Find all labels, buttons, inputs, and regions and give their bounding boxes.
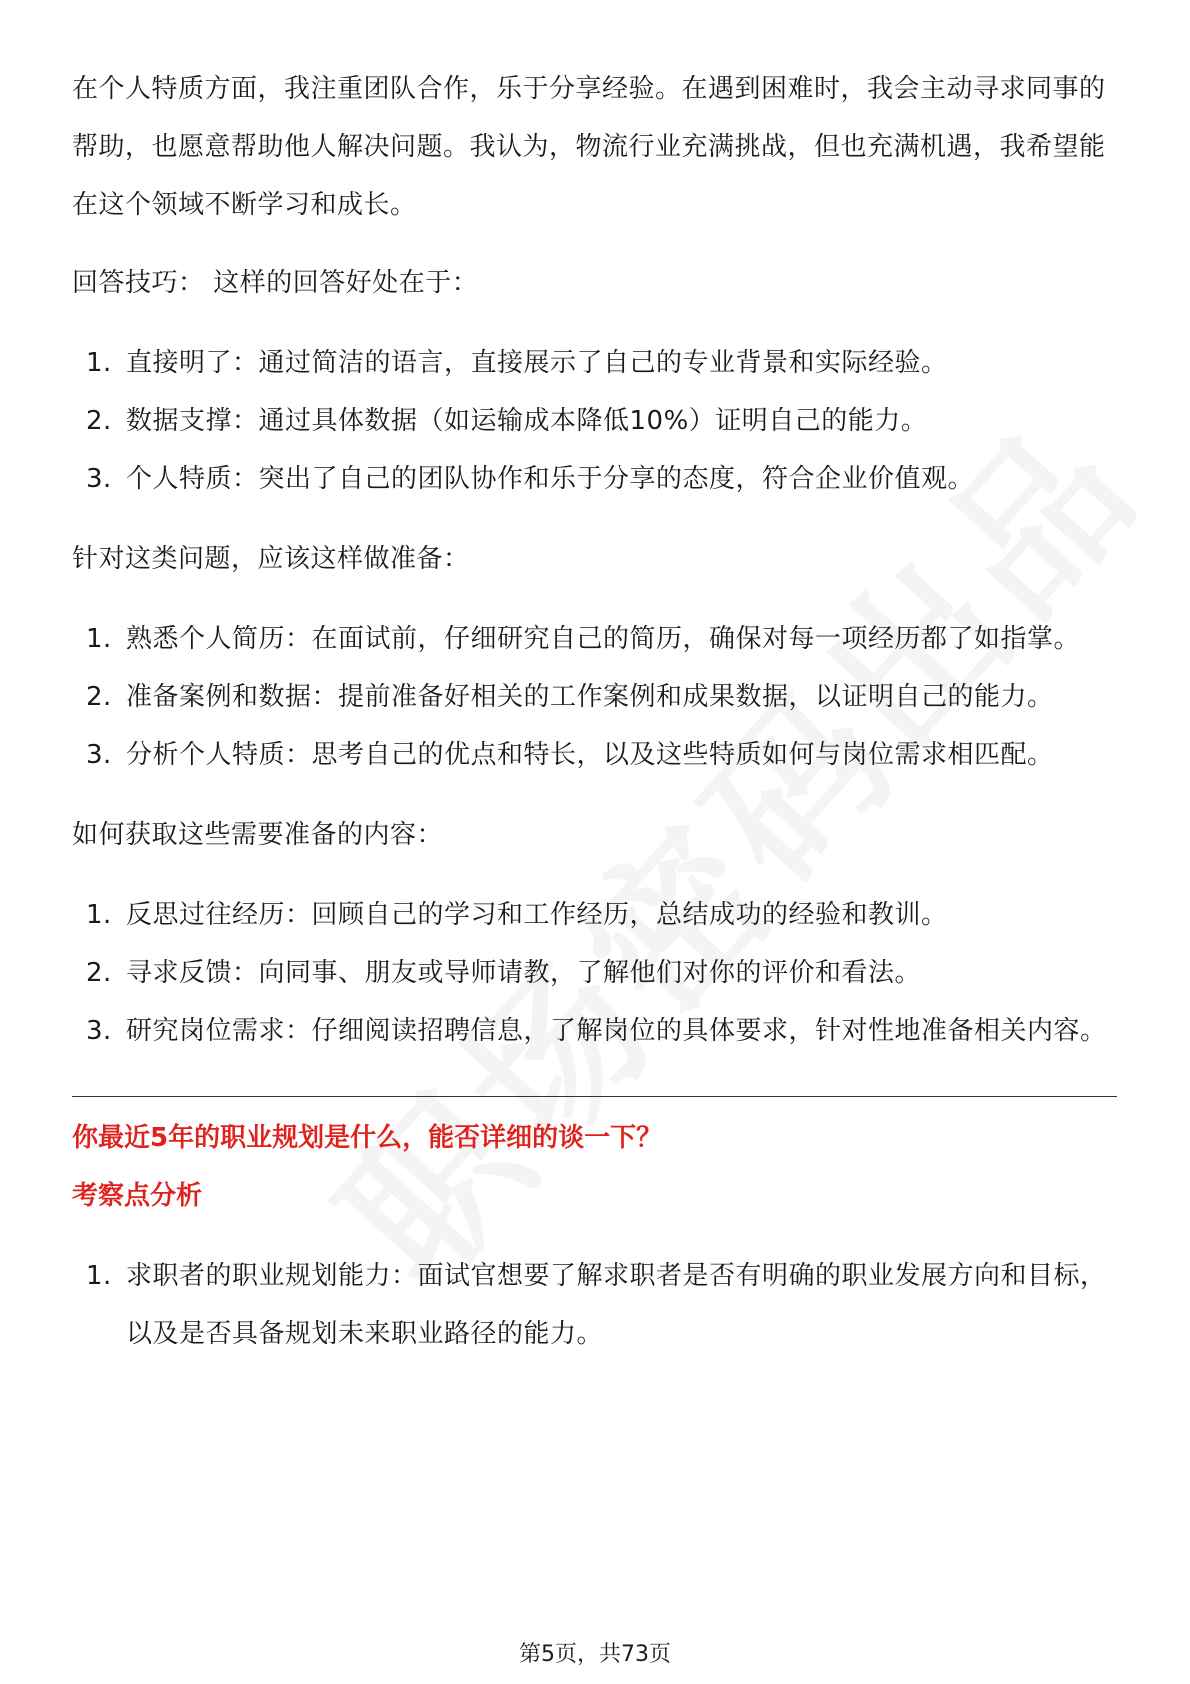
prep-list [72,610,1122,784]
obtain-heading: 如何获取这些需要准备的内容： [72,820,444,850]
list-item: 3. 分析个人特质：思考自己的优点和特长，以及这些特质如何与岗位需求相匹配。 [86,740,1054,770]
list-item: 3. 研究岗位需求：仔细阅读招聘信息，了解岗位的具体要求，针对性地准备相关内容。 [86,1016,1107,1046]
intro-paragraph: 在个人特质方面，我注重团队合作，乐于分享经验。在遇到困难时，我会主动寻求同事的帮助，也愿意帮助他人解决问题。我认为，物流行业充满挑战，但也充满机遇，我希望能在这个领域不断学习和成长。 [72,74,1106,220]
tips-heading: 回答技巧： 这样的回答好处在于： [72,268,479,298]
prep-heading: 针对这类问题，应该这样做准备： [72,544,470,574]
list-item: 1. 熟悉个人简历：在面试前，仔细研究自己的简历，确保对每一项经历都了如指掌。 [86,624,1081,654]
list-item: 1. 求职者的职业规划能力：面试官想要了解求职者是否有明确的职业发展方向和目标，以及是否具备规划未来职业路径的能力。 [86,1261,1107,1349]
list-item: 2. 准备案例和数据：提前准备好相关的工作案例和成果数据，以证明自己的能力。 [86,682,1054,712]
list-item: 1. 直接明了：通过简洁的语言，直接展示了自己的专业背景和实际经验。 [86,348,948,378]
list-item: 3. 个人特质：突出了自己的团队协作和乐于分享的态度，符合企业价值观。 [86,464,975,494]
obtain-list [72,886,1122,1060]
tips-list [72,334,1122,508]
list-item: 2. 寻求反馈：向同事、朋友或导师请教，了解他们对你的评价和看法。 [86,958,922,988]
question-title: 你最近5年的职业规划是什么，能否详细的谈一下？ [72,1123,663,1153]
section-divider [72,1096,1117,1097]
analysis-list [72,1247,1122,1363]
analysis-heading: 考察点分析 [72,1181,203,1211]
page-footer: 第5页，共73页 [519,1642,671,1667]
list-item: 1. 反思过往经历：回顾自己的学习和工作经历，总结成功的经验和教训。 [86,900,948,930]
list-item: 2. 数据支撑：通过具体数据（如运输成本降低10%）证明自己的能力。 [86,406,928,436]
document-page [72,60,1122,1385]
